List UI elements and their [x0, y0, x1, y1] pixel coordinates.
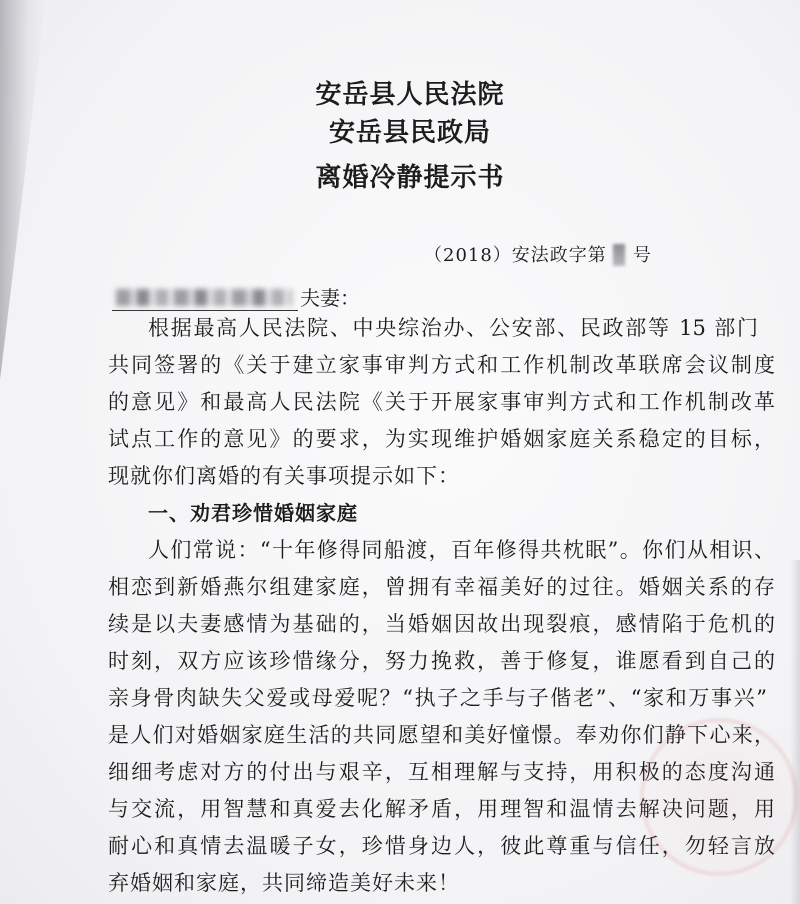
intro-line: 共同签署的《关于建立家事审判方式和工作机制改革联席会议制度 [108, 353, 775, 377]
addressee-suffix: 夫妻： [300, 286, 360, 310]
section-line: 耐心和真情去温暖子女，珍惜身边人，彼此尊重与信任，勿轻言放 [108, 834, 775, 858]
intro-line: 的意见》和最高人民法院《关于开展家事审判方式和工作机制改革 [108, 390, 775, 414]
addressee-line [112, 285, 360, 311]
section-line: 细细考虑对方的付出与艰辛，互相理解与支持，用积极的态度沟通 [108, 760, 775, 784]
title-civil-affairs-bureau: 安岳县民政局 [328, 118, 491, 148]
reference-number [424, 244, 652, 268]
section-line: 与交流，用智慧和真爱去化解矛盾，用理智和温情去解决问题，用 [108, 797, 775, 821]
intro-line: 根据最高人民法院、中央综治办、公安部、民政部等 15 部门 [148, 316, 758, 340]
reference-suffix: 号 [632, 245, 652, 266]
section-line: 人们常说：“十年修得同船渡，百年修得共枕眠”。你们从相识、 [148, 538, 775, 562]
reference-redaction [613, 244, 625, 266]
section-line: 是人们对婚姻家庭生活的共同愿望和美好憧憬。奉劝你们静下心来， [108, 723, 775, 747]
paragraph-intro [108, 310, 775, 495]
addressee-name-redaction [116, 289, 292, 306]
scan-edge-shadow [0, 0, 46, 380]
official-seal [640, 718, 798, 876]
intro-line: 现就你们离婚的有关事项提示如下： [108, 464, 460, 488]
section-line: 时刻，双方应该珍惜缘分，努力挽救，善于修复，谁愿看到自己的 [108, 649, 775, 673]
addressee-name-field [112, 286, 298, 311]
reference-prefix: （2018）安法政字第 [424, 245, 607, 266]
section-line: 相恋到新婚燕尔组建家庭，曾拥有幸福美好的过往。婚姻关系的存 [108, 575, 775, 599]
section-line: 续是以夫妻感情为基础的，当婚姻因故出现裂痕，感情陷于危机的 [108, 612, 775, 636]
scan-edge-shadow-right [790, 560, 800, 904]
intro-line: 试点工作的意见》的要求，为实现维护婚姻家庭关系稳定的目标， [108, 427, 775, 451]
section-line: 亲身骨肉缺失父爱或母爱呢？“执子之手与子偕老”、“家和万事兴” [108, 686, 767, 710]
title-court: 安岳县人民法院 [315, 80, 505, 110]
title-notice: 离婚冷静提示书 [315, 163, 505, 193]
section-heading: 一、劝君珍惜婚姻家庭 [148, 501, 358, 525]
section-line: 弃婚姻和家庭，共同缔造美好未来！ [108, 871, 460, 895]
